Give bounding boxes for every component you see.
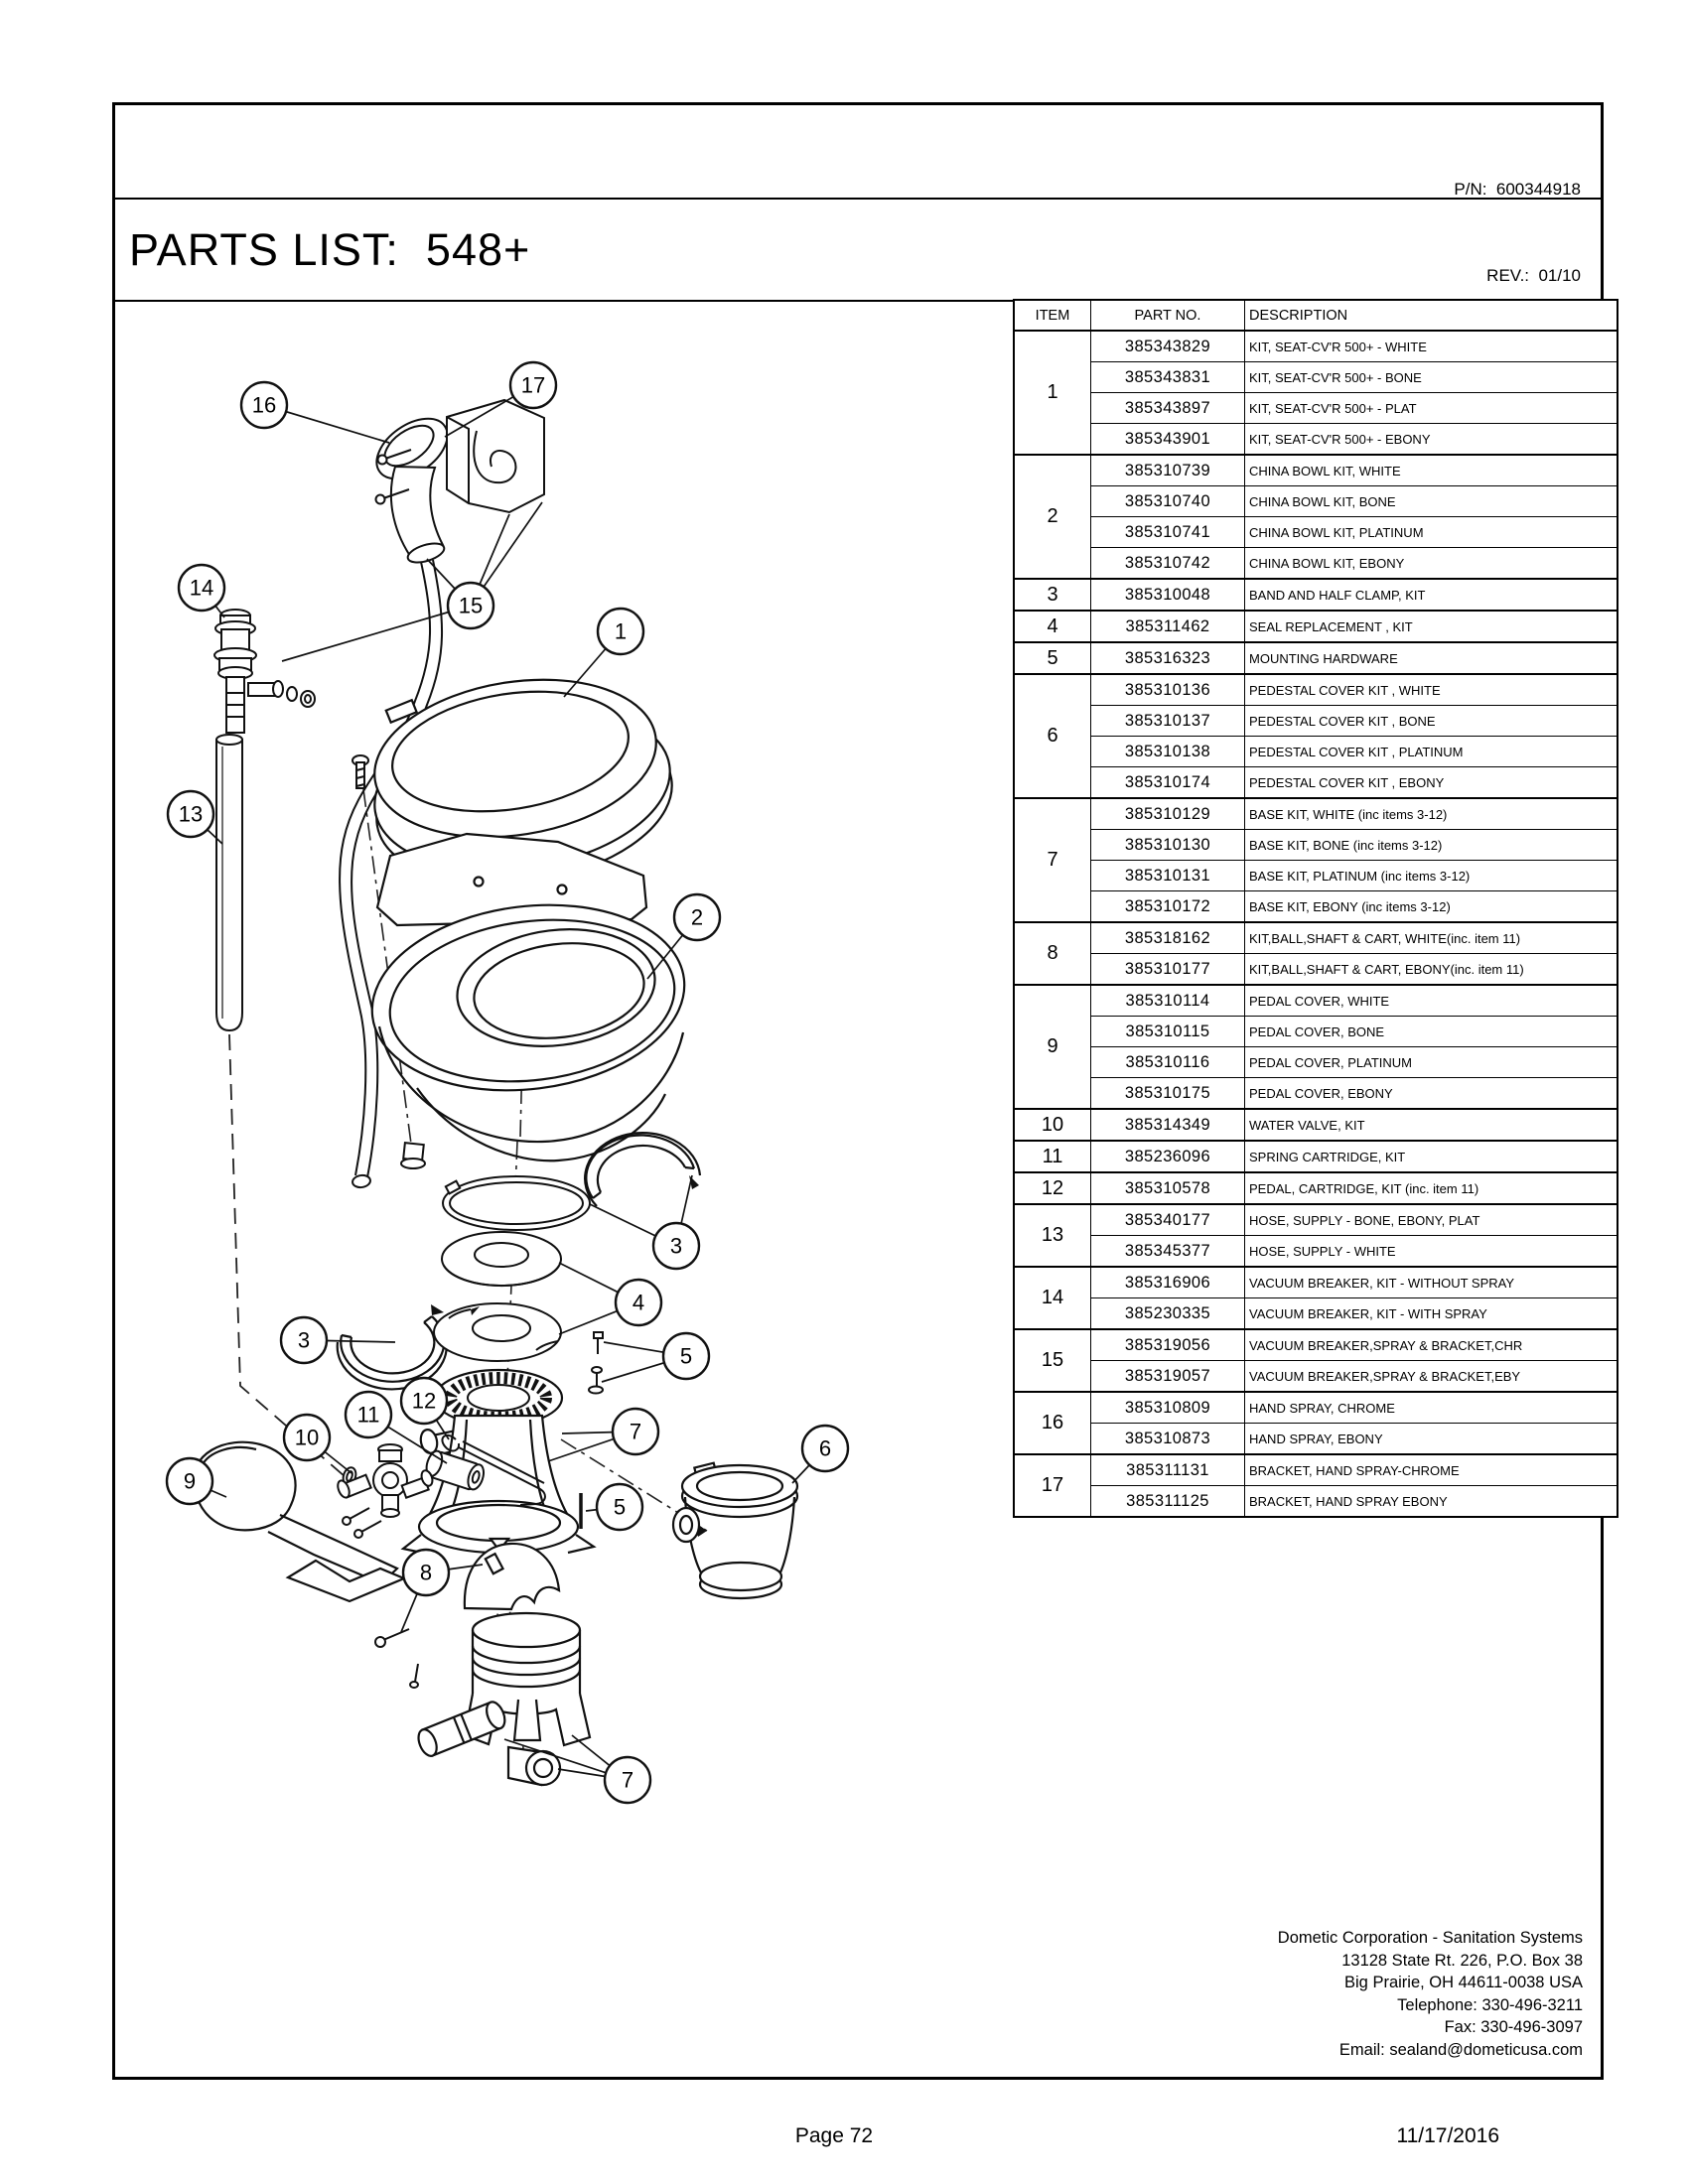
description-cell: HOSE, SUPPLY - WHITE	[1245, 1236, 1618, 1268]
hose-segment	[415, 1700, 508, 1759]
description-cell: SEAL REPLACEMENT , KIT	[1245, 611, 1618, 642]
callout-12	[401, 1378, 447, 1424]
description-cell: HAND SPRAY, EBONY	[1245, 1424, 1618, 1455]
svg-text:7: 7	[621, 1767, 634, 1793]
table-row	[1014, 642, 1618, 674]
clamp-band-right	[585, 1133, 700, 1206]
table-row	[1014, 1454, 1618, 1486]
part-number-cell: 385310129	[1091, 798, 1245, 830]
description-cell: BRACKET, HAND SPRAY-CHROME	[1245, 1454, 1618, 1486]
svg-text:5: 5	[679, 1343, 693, 1369]
description-cell: VACUUM BREAKER, KIT - WITH SPRAY	[1245, 1298, 1618, 1330]
svg-text:6: 6	[818, 1435, 832, 1461]
table-row	[1014, 1141, 1618, 1172]
callout-16	[241, 382, 287, 428]
table-row	[1014, 486, 1618, 517]
part-number-cell: 385310177	[1091, 954, 1245, 986]
part-number-cell: 385318162	[1091, 922, 1245, 954]
svg-text:12: 12	[411, 1388, 437, 1414]
svg-text:4: 4	[632, 1290, 645, 1315]
parts-list-table	[1013, 299, 1618, 1518]
table-row	[1014, 1486, 1618, 1518]
table-header-row	[1014, 300, 1618, 331]
table-row	[1014, 1424, 1618, 1455]
hose-route-dash	[229, 1034, 346, 1477]
table-row	[1014, 922, 1618, 954]
part-number-cell: 385343829	[1091, 331, 1245, 362]
callout-5	[597, 1484, 642, 1530]
svg-text:17: 17	[520, 372, 546, 398]
seal-ring-upper	[442, 1232, 561, 1286]
callout-10	[284, 1415, 330, 1460]
callout-3	[281, 1317, 327, 1363]
description-cell: BRACKET, HAND SPRAY EBONY	[1245, 1486, 1618, 1518]
description-cell: MOUNTING HARDWARE	[1245, 642, 1618, 674]
mounting-nut	[401, 1143, 425, 1168]
table-row	[1014, 1298, 1618, 1330]
description-cell: CHINA BOWL KIT, EBONY	[1245, 548, 1618, 580]
table-row	[1014, 455, 1618, 486]
table-row	[1014, 674, 1618, 706]
flush-pedal	[194, 1442, 404, 1601]
vacuum-breaker	[214, 610, 315, 733]
item-number-cell: 2	[1014, 455, 1091, 579]
part-number-cell: 385230335	[1091, 1298, 1245, 1330]
item-number-cell: 7	[1014, 798, 1091, 922]
table-row	[1014, 517, 1618, 548]
spray-bracket	[447, 400, 544, 512]
svg-text:10: 10	[294, 1425, 320, 1450]
col-header-item: ITEM	[1014, 300, 1091, 331]
table-row	[1014, 579, 1618, 611]
item-number-cell: 6	[1014, 674, 1091, 798]
description-cell: BASE KIT, BONE (inc items 3-12)	[1245, 830, 1618, 861]
svg-text:8: 8	[419, 1560, 433, 1585]
description-cell: KIT, SEAT-CV'R 500+ - EBONY	[1245, 424, 1618, 456]
description-cell: BASE KIT, WHITE (inc items 3-12)	[1245, 798, 1618, 830]
svg-text:2: 2	[690, 904, 704, 930]
mounting-bolts	[589, 1332, 603, 1394]
part-number-cell: 385345377	[1091, 1236, 1245, 1268]
dome-cap	[465, 1544, 559, 1609]
elbow-fitting	[508, 1747, 560, 1785]
page-title: PARTS LIST: 548+	[129, 224, 531, 275]
svg-text:5: 5	[613, 1494, 627, 1520]
revision: REV.: 01/10	[1486, 266, 1581, 285]
table-row	[1014, 548, 1618, 580]
description-cell: PEDAL COVER, EBONY	[1245, 1078, 1618, 1110]
table-row	[1014, 1172, 1618, 1204]
description-cell: HAND SPRAY, CHROME	[1245, 1392, 1618, 1424]
table-row	[1014, 861, 1618, 891]
callout-9	[167, 1458, 212, 1504]
seat-screw	[352, 755, 368, 788]
item-number-cell: 8	[1014, 922, 1091, 985]
table-row	[1014, 424, 1618, 456]
part-number-cell: 385310578	[1091, 1172, 1245, 1204]
item-number-cell: 12	[1014, 1172, 1091, 1204]
page-number: Page 72	[794, 2124, 874, 2147]
table-row	[1014, 798, 1618, 830]
callout-5	[663, 1333, 709, 1379]
svg-text:13: 13	[178, 801, 204, 827]
description-cell: CHINA BOWL KIT, BONE	[1245, 486, 1618, 517]
part-number: P/N: 600344918	[1454, 180, 1581, 199]
svg-text:1: 1	[614, 618, 628, 644]
part-number-cell: 385310873	[1091, 1424, 1245, 1455]
part-number-cell: 385343831	[1091, 362, 1245, 393]
part-number-cell: 385319056	[1091, 1329, 1245, 1361]
description-cell: KIT,BALL,SHAFT & CART, WHITE(inc. item 11)	[1245, 922, 1618, 954]
company-address-line: Dometic Corporation - Sanitation Systems	[1277, 1929, 1583, 1947]
callout-7	[605, 1757, 650, 1803]
table-row	[1014, 611, 1618, 642]
table-row	[1014, 1109, 1618, 1141]
table-row	[1014, 1329, 1618, 1361]
item-number-cell: 15	[1014, 1329, 1091, 1392]
item-number-cell: 13	[1014, 1204, 1091, 1267]
item-number-cell: 16	[1014, 1392, 1091, 1454]
callout-2	[674, 894, 720, 940]
part-number-cell: 385340177	[1091, 1204, 1245, 1236]
table-row	[1014, 891, 1618, 923]
description-cell: VACUUM BREAKER,SPRAY & BRACKET,EBY	[1245, 1361, 1618, 1393]
description-cell: KIT, SEAT-CV'R 500+ - PLAT	[1245, 393, 1618, 424]
part-number-cell: 385343897	[1091, 393, 1245, 424]
part-number-cell: 385310136	[1091, 674, 1245, 706]
description-cell: PEDESTAL COVER KIT , EBONY	[1245, 767, 1618, 799]
table-row	[1014, 985, 1618, 1017]
svg-text:3: 3	[669, 1233, 683, 1259]
table-row	[1014, 767, 1618, 799]
item-number-cell: 5	[1014, 642, 1091, 674]
part-number-cell: 385310172	[1091, 891, 1245, 923]
part-number-cell: 385236096	[1091, 1141, 1245, 1172]
table-row	[1014, 1236, 1618, 1268]
callout-3	[653, 1223, 699, 1269]
svg-text:15: 15	[458, 593, 484, 618]
part-number-cell: 385310174	[1091, 767, 1245, 799]
item-number-cell: 10	[1014, 1109, 1091, 1141]
callout-14	[179, 565, 224, 611]
part-number-cell: 385310115	[1091, 1017, 1245, 1047]
callout-6	[802, 1426, 848, 1471]
part-number-cell: 385310138	[1091, 737, 1245, 767]
callout-15	[448, 583, 493, 628]
table-row	[1014, 1047, 1618, 1078]
col-header-part: PART NO.	[1091, 300, 1245, 331]
callout-7	[613, 1409, 658, 1454]
part-number-cell: 385310131	[1091, 861, 1245, 891]
table-row	[1014, 1361, 1618, 1393]
part-number-cell: 385310809	[1091, 1392, 1245, 1424]
table-row	[1014, 1204, 1618, 1236]
description-cell: VACUUM BREAKER, KIT - WITHOUT SPRAY	[1245, 1267, 1618, 1298]
description-cell: KIT,BALL,SHAFT & CART, EBONY(inc. item 11)	[1245, 954, 1618, 986]
description-cell: PEDAL COVER, BONE	[1245, 1017, 1618, 1047]
table-row	[1014, 954, 1618, 986]
discharge-fitting	[673, 1463, 797, 1598]
callout-4	[616, 1280, 661, 1325]
item-number-cell: 11	[1014, 1141, 1091, 1172]
description-cell: BAND AND HALF CLAMP, KIT	[1245, 579, 1618, 611]
company-address-line: Telephone: 330-496-3211	[1397, 1995, 1583, 2014]
description-cell: VACUUM BREAKER,SPRAY & BRACKET,CHR	[1245, 1329, 1618, 1361]
description-cell: PEDAL COVER, WHITE	[1245, 985, 1618, 1017]
col-header-description: DESCRIPTION	[1245, 300, 1618, 331]
table-row	[1014, 830, 1618, 861]
svg-text:3: 3	[297, 1327, 311, 1353]
part-number-cell: 385311125	[1091, 1486, 1245, 1518]
description-cell: CHINA BOWL KIT, WHITE	[1245, 455, 1618, 486]
cap-screws	[375, 1629, 418, 1688]
description-cell: PEDESTAL COVER KIT , WHITE	[1245, 674, 1618, 706]
band-ring	[443, 1176, 590, 1230]
parts-table	[1013, 299, 1618, 1518]
print-date: 11/17/2016	[1396, 2124, 1499, 2147]
table-row	[1014, 1017, 1618, 1047]
table-row	[1014, 1078, 1618, 1110]
description-cell: PEDAL COVER, PLATINUM	[1245, 1047, 1618, 1078]
part-number-cell: 385311462	[1091, 611, 1245, 642]
company-address-line: Fax: 330-496-3097	[1444, 2018, 1583, 2036]
table-row	[1014, 1267, 1618, 1298]
part-number-cell: 385310116	[1091, 1047, 1245, 1078]
description-cell: KIT, SEAT-CV'R 500+ - BONE	[1245, 362, 1618, 393]
company-address-block	[1092, 1927, 1583, 2061]
part-number-cell: 385310175	[1091, 1078, 1245, 1110]
part-number-cell: 385343901	[1091, 424, 1245, 456]
part-number-cell: 385316906	[1091, 1267, 1245, 1298]
item-number-cell: 9	[1014, 985, 1091, 1109]
part-number-cell: 385311131	[1091, 1454, 1245, 1486]
company-address-line: Email: sealand@dometicusa.com	[1338, 2040, 1583, 2059]
description-cell: HOSE, SUPPLY - BONE, EBONY, PLAT	[1245, 1204, 1618, 1236]
part-number-cell: 385310739	[1091, 455, 1245, 486]
svg-text:9: 9	[183, 1468, 197, 1494]
description-cell: KIT, SEAT-CV'R 500+ - WHITE	[1245, 331, 1618, 362]
table-row	[1014, 393, 1618, 424]
callout-1	[598, 609, 643, 654]
description-cell: WATER VALVE, KIT	[1245, 1109, 1618, 1141]
description-cell: CHINA BOWL KIT, PLATINUM	[1245, 517, 1618, 548]
svg-text:16: 16	[251, 392, 277, 418]
svg-text:14: 14	[189, 575, 214, 601]
part-number-cell: 385319057	[1091, 1361, 1245, 1393]
description-cell: BASE KIT, EBONY (inc items 3-12)	[1245, 891, 1618, 923]
supply-hose	[216, 735, 242, 1030]
part-number-cell: 385310742	[1091, 548, 1245, 580]
callout-11	[346, 1392, 391, 1437]
callout-13	[168, 791, 213, 837]
clamp-band-left	[338, 1304, 447, 1389]
part-number-cell: 385314349	[1091, 1109, 1245, 1141]
item-number-cell: 3	[1014, 579, 1091, 611]
part-number-cell: 385310741	[1091, 517, 1245, 548]
table-row	[1014, 362, 1618, 393]
hand-spray	[365, 406, 458, 566]
callout-8	[403, 1550, 449, 1595]
callout-17	[510, 362, 556, 408]
part-number-cell: 385310048	[1091, 579, 1245, 611]
svg-text:7: 7	[629, 1419, 642, 1444]
part-number-cell: 385310114	[1091, 985, 1245, 1017]
item-number-cell: 1	[1014, 331, 1091, 455]
table-row	[1014, 1392, 1618, 1424]
part-number-cell: 385310740	[1091, 486, 1245, 517]
description-cell: SPRING CARTRIDGE, KIT	[1245, 1141, 1618, 1172]
table-row	[1014, 706, 1618, 737]
table-row	[1014, 737, 1618, 767]
item-number-cell: 17	[1014, 1454, 1091, 1517]
description-cell: PEDESTAL COVER KIT , BONE	[1245, 706, 1618, 737]
part-number-cell: 385310130	[1091, 830, 1245, 861]
description-cell: BASE KIT, PLATINUM (inc items 3-12)	[1245, 861, 1618, 891]
company-address-line: 13128 State Rt. 226, P.O. Box 38	[1341, 1951, 1583, 1970]
svg-text:11: 11	[356, 1402, 380, 1428]
company-address-line: Big Prairie, OH 44611-0038 USA	[1344, 1974, 1583, 1991]
part-number-cell: 385316323	[1091, 642, 1245, 674]
item-number-cell: 4	[1014, 611, 1091, 642]
item-number-cell: 14	[1014, 1267, 1091, 1329]
description-cell: PEDAL, CARTRIDGE, KIT (inc. item 11)	[1245, 1172, 1618, 1204]
table-row	[1014, 331, 1618, 362]
description-cell: PEDESTAL COVER KIT , PLATINUM	[1245, 737, 1618, 767]
part-number-cell: 385310137	[1091, 706, 1245, 737]
seal-ring-lower	[434, 1303, 561, 1361]
china-bowl	[361, 834, 695, 1160]
